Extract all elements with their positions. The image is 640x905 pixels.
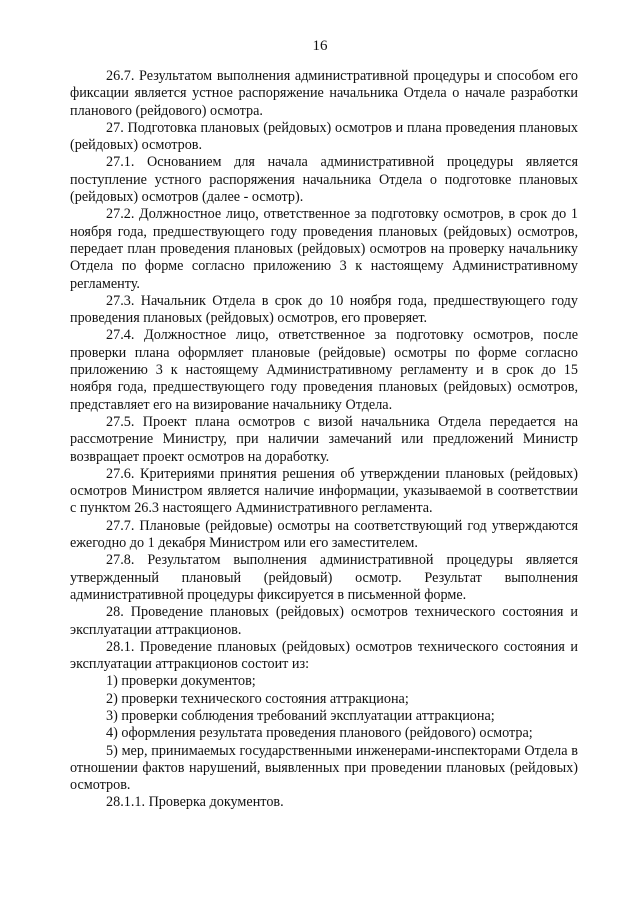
paragraph-27-6: 27.6. Критериями принятия решения об утверждении плановых (рейдовых) осмотров Министром является наличие информации, указываемой в соответствии с пунктом 26.3 настоящего Административного регламента. xyxy=(70,465,578,517)
paragraph-27-5: 27.5. Проект плана осмотров с визой начальника Отдела передается на рассмотрение Министру, при наличии замечаний или предложений Министр возвращает проект осмотров на доработку. xyxy=(70,413,578,465)
list-item-2: 2) проверки технического состояния аттракциона; xyxy=(106,690,409,707)
paragraph-27-3: 27.3. Начальник Отдела в срок до 10 ноября года, предшествующего году проведения плановых (рейдовых) осмотров, его проверяет. xyxy=(70,292,578,327)
paragraph-27-4: 27.4. Должностное лицо, ответственное за подготовку осмотров, после проверки плана оформляет плановые (рейдовые) осмотры по форме согласно приложению 3 к настоящему Административному регламенту и в срок до 15 ноября года, предшествующего году проведения плановых (рейдовых) осмотров, представляет его на визирование начальнику Отдела. xyxy=(70,327,578,413)
paragraph-27-1: 27.1. Основанием для начала административной процедуры является поступление устного распоряжения начальника Отдела о подготовке плановых (рейдовых) осмотров (далее - осмотр). xyxy=(70,154,578,206)
paragraph-27-8: 27.8. Результатом выполнения административной процедуры является утвержденный плановый (рейдовый) осмотр. Результат выполнения административной процедуры фиксируется в письменной форме. xyxy=(70,552,578,603)
paragraph-27-7: 27.7. Плановые (рейдовые) осмотры на соответствующий год утверждаются ежегодно до 1 декабря Министром или его заместителем. xyxy=(70,517,578,552)
page-number: 16 xyxy=(312,38,328,54)
paragraph-26-7: 26.7. Результатом выполнения административной процедуры и способом его фиксации является устное распоряжение начальника Отдела о начале разработки планового (рейдового) осмотра. xyxy=(70,68,578,119)
list-item-5: 5) мер, принимаемых государственными инженерами-инспекторами Отдела в отношении фактов нарушений, выявленных при проведении плановых (рейдовых) осмотров. xyxy=(70,742,578,794)
list-item-3: 3) проверки соблюдения требований эксплуатации аттракциона; xyxy=(106,707,495,724)
paragraph-28-1: 28.1. Проведение плановых (рейдовых) осмотров технического состояния и эксплуатации аттракционов состоит из: xyxy=(70,638,578,673)
list-item-4: 4) оформления результата проведения планового (рейдового) осмотра; xyxy=(106,725,533,742)
paragraph-27: 27. Подготовка плановых (рейдовых) осмотров и плана проведения плановых (рейдовых) осмотров. xyxy=(70,119,578,154)
document-body xyxy=(70,68,578,812)
paragraph-28: 28. Проведение плановых (рейдовых) осмотров технического состояния и эксплуатации аттракционов. xyxy=(70,604,578,638)
paragraph-28-1-1: 28.1.1. Проверка документов. xyxy=(106,794,284,811)
paragraph-27-2: 27.2. Должностное лицо, ответственное за подготовку осмотров, в срок до 1 ноября года, предшествующего году проведения плановых (рейдовых) осмотров, передает план проведения плановых (рейдовых) осмотров на проверку начальнику Отдела по форме согласно приложению 3 к настоящему Административному регламенту. xyxy=(70,206,578,292)
list-item-1: 1) проверки документов; xyxy=(106,673,256,690)
